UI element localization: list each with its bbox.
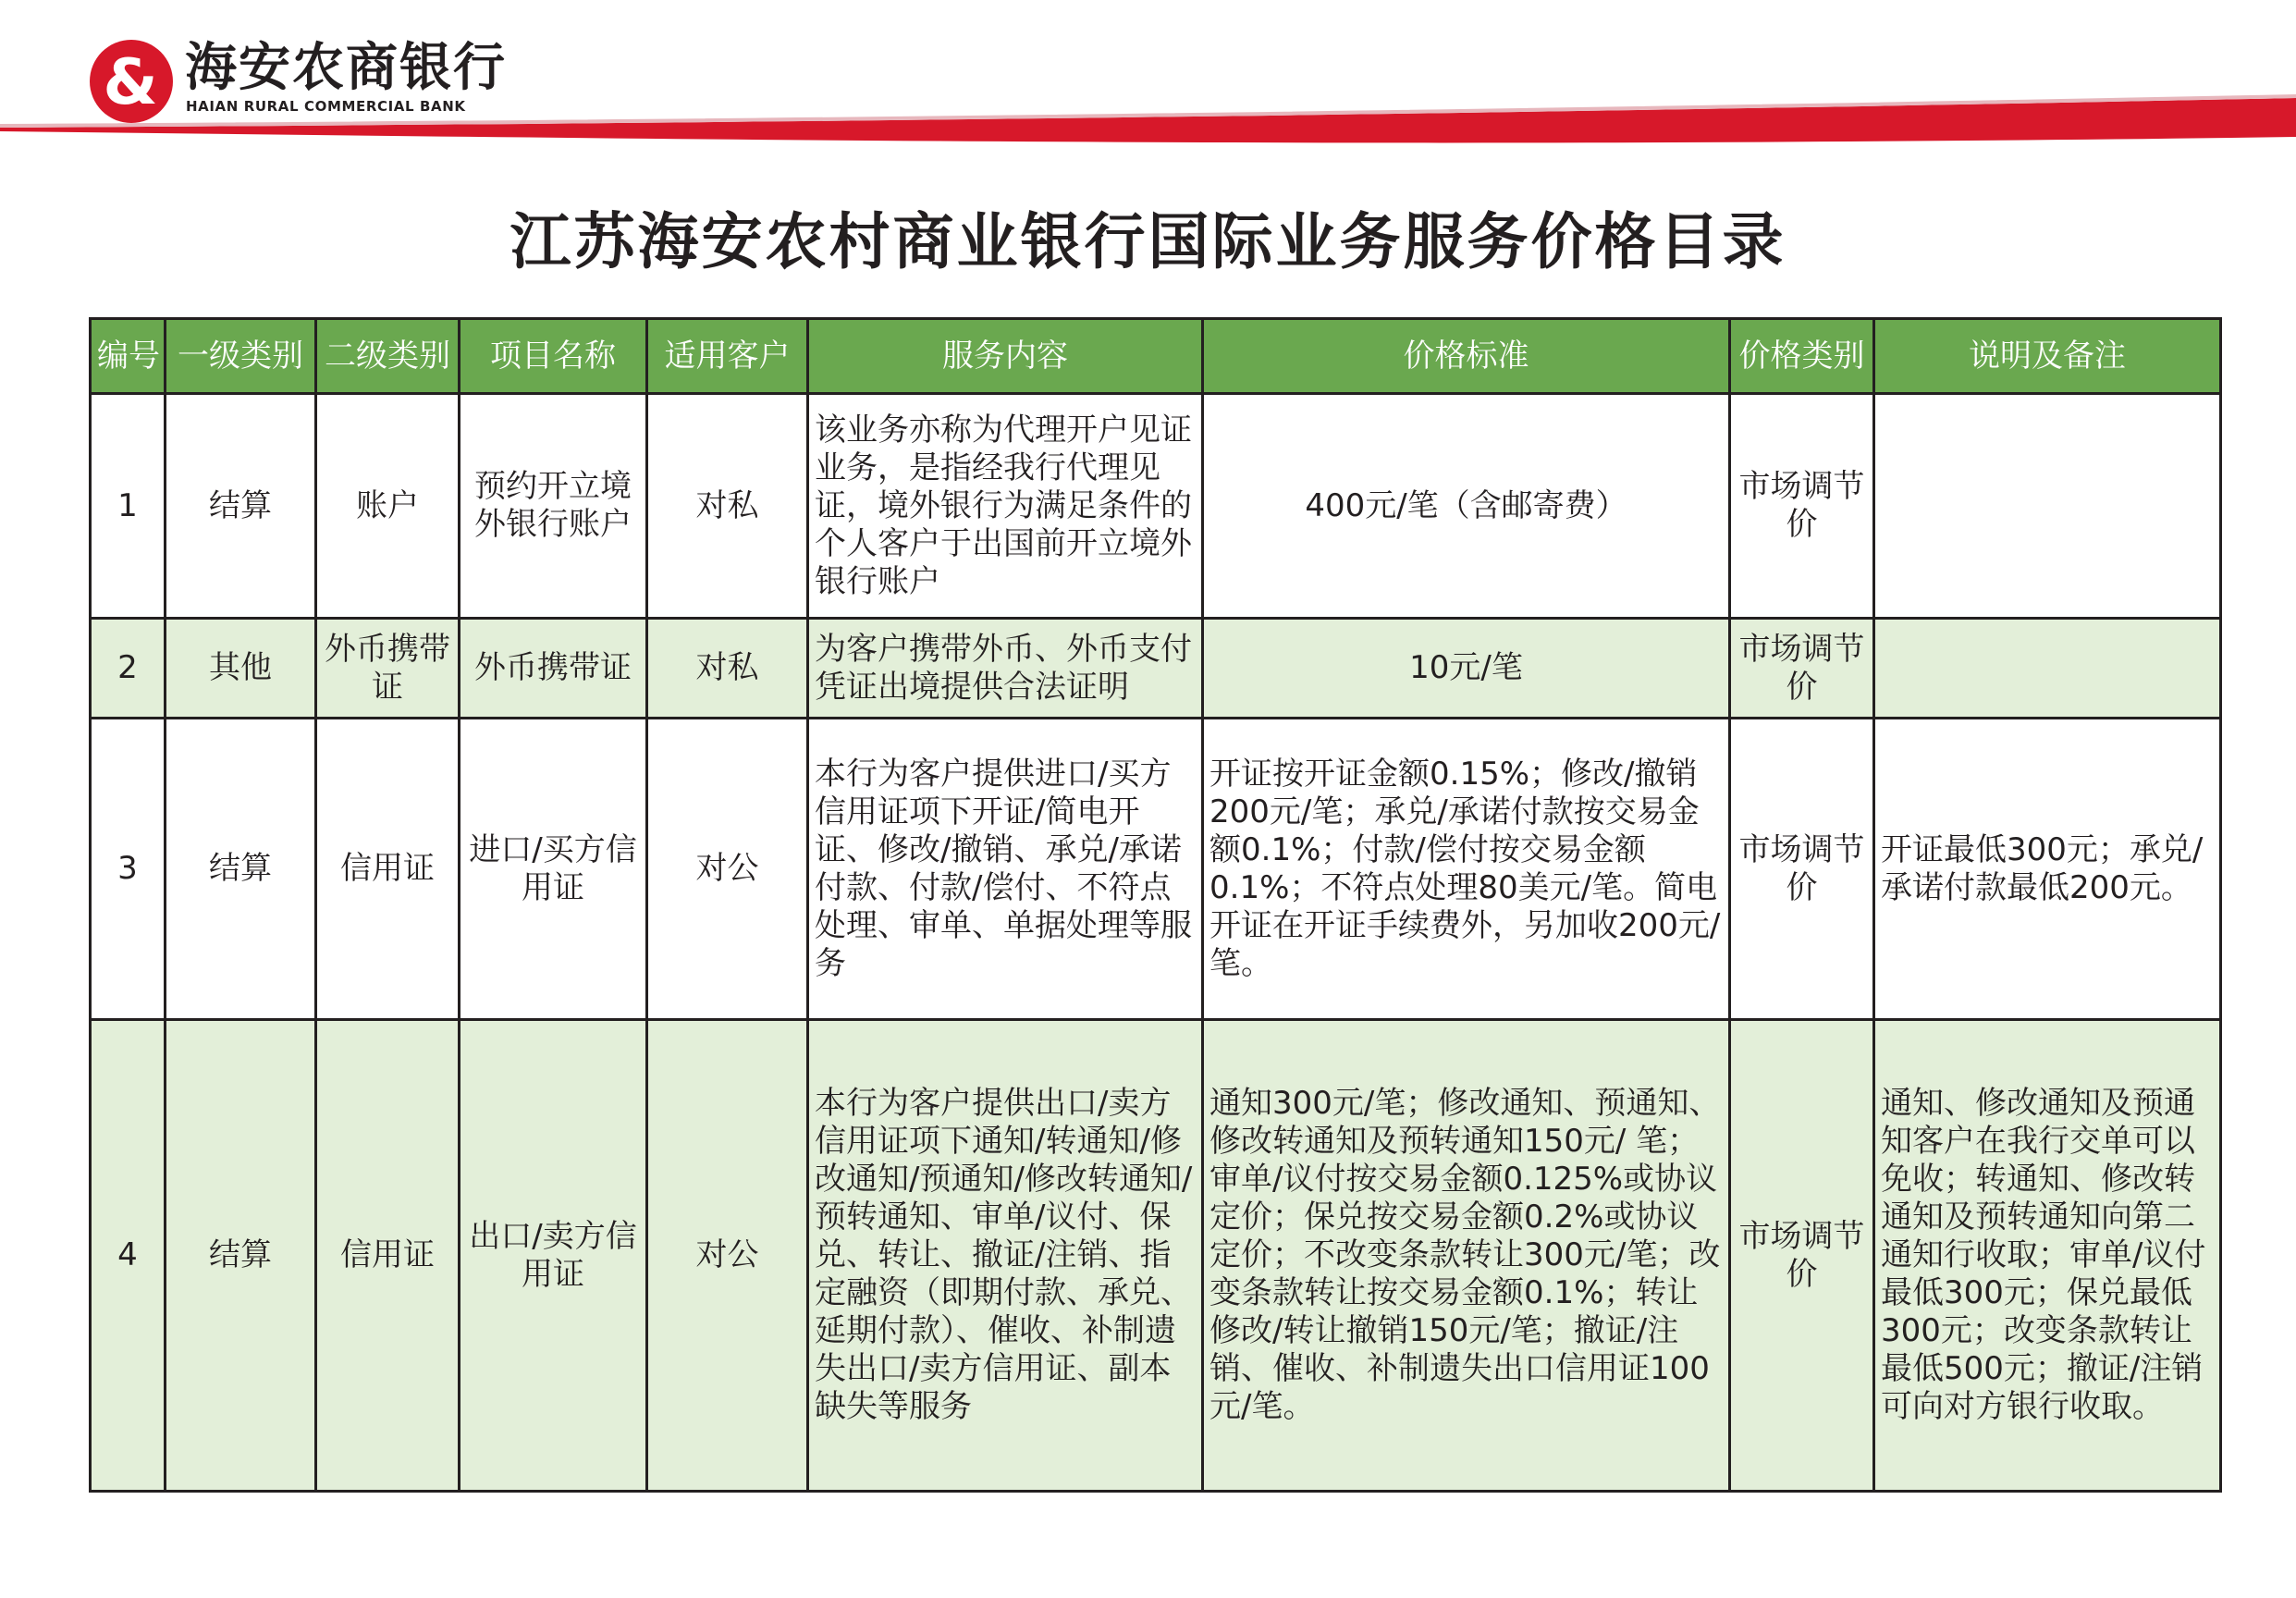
svg-text:&: & (103, 46, 158, 119)
cell-price-standard: 开证按开证金额0.15%；修改/撤销200元/笔；承兑/承诺付款按交易金额0.1%；付款/偿付按交易金额0.1%；不符点处理80美元/笔。简电开证在开证手续费外，另加收200元/笔。 (1203, 719, 1730, 1020)
cell-no: 3 (91, 719, 166, 1020)
cell-service-content: 为客户携带外币、外币支付凭证出境提供合法证明 (808, 619, 1203, 719)
table-row (91, 619, 2221, 719)
cell-customer: 对私 (647, 394, 808, 619)
cell-item-name: 预约开立境外银行账户 (460, 394, 647, 619)
cell-notes (1874, 394, 2221, 619)
header-price-standard: 价格标准 (1203, 319, 1730, 394)
cell-item-name: 出口/卖方信用证 (460, 1020, 647, 1492)
table-row (91, 394, 2221, 619)
cell-notes: 通知、修改通知及预通知客户在我行交单可以免收；转通知、修改转通知及预转通知向第二通知行收取；审单/议付最低300元；保兑最低300元；改变条款转让最低500元；撤证/注销可向对方银行收取。 (1874, 1020, 2221, 1492)
cell-service-content: 本行为客户提供出口/卖方信用证项下通知/转通知/修改通知/预通知/修改转通知/预转通知、审单/议付、保兑、转让、撤证/注销、指定融资（即期付款、承兑、延期付款）、催收、补制遗失出口/卖方信用证、副本缺失等服务 (808, 1020, 1203, 1492)
table-header-row (91, 319, 2221, 394)
header-item-name: 项目名称 (460, 319, 647, 394)
cell-customer: 对公 (647, 719, 808, 1020)
cell-category-1: 结算 (166, 719, 316, 1020)
cell-category-1: 结算 (166, 1020, 316, 1492)
header-category-2: 二级类别 (316, 319, 460, 394)
cell-price-type: 市场调节价 (1730, 619, 1874, 719)
header-price-type: 价格类别 (1730, 319, 1874, 394)
cell-category-2: 外币携带证 (316, 619, 460, 719)
cell-item-name: 进口/买方信用证 (460, 719, 647, 1020)
cell-category-1: 其他 (166, 619, 316, 719)
cell-price-type: 市场调节价 (1730, 1020, 1874, 1492)
header-swoosh (0, 92, 2296, 166)
price-table (89, 317, 2222, 1493)
cell-price-type: 市场调节价 (1730, 719, 1874, 1020)
cell-price-standard: 10元/笔 (1203, 619, 1730, 719)
cell-notes: 开证最低300元；承兑/承诺付款最低200元。 (1874, 719, 2221, 1020)
cell-category-2: 账户 (316, 394, 460, 619)
page-title: 江苏海安农村商业银行国际业务服务价格目录 (510, 206, 1786, 277)
cell-no: 4 (91, 1020, 166, 1492)
brand-name-cn: 海安农商银行 (185, 38, 507, 98)
cell-customer: 对公 (647, 1020, 808, 1492)
cell-no: 1 (91, 394, 166, 619)
cell-category-2: 信用证 (316, 719, 460, 1020)
cell-service-content: 该业务亦称为代理开户见证业务，是指经我行代理见证，境外银行为满足条件的个人客户于出国前开立境外银行账户 (808, 394, 1203, 619)
table-row (91, 1020, 2221, 1492)
header-service-content: 服务内容 (808, 319, 1203, 394)
cell-category-1: 结算 (166, 394, 316, 619)
cell-price-standard: 通知300元/笔；修改通知、预通知、修改转通知及预转通知150元/ 笔；审单/议付按交易金额0.125%或协议定价；保兑按交易金额0.2%或协议定价；不改变条款转让300元/笔；改变条款转让按交易金额0.1%；转让修改/转让撤销150元/笔；撤证/注销、催收、补制遗失出口信用证100元/笔。 (1203, 1020, 1730, 1492)
header-no: 编号 (91, 319, 166, 394)
header-category-1: 一级类别 (166, 319, 316, 394)
cell-no: 2 (91, 619, 166, 719)
cell-customer: 对私 (647, 619, 808, 719)
cell-item-name: 外币携带证 (460, 619, 647, 719)
cell-service-content: 本行为客户提供进口/买方信用证项下开证/简电开证、修改/撤销、承兑/承诺付款、付款/偿付、不符点处理、审单、单据处理等服务 (808, 719, 1203, 1020)
brand-name-en: HAIAN RURAL COMMERCIAL BANK (186, 98, 466, 115)
page-header (0, 0, 2296, 162)
header-notes: 说明及备注 (1874, 319, 2221, 394)
table-row (91, 719, 2221, 1020)
cell-price-standard: 400元/笔（含邮寄费） (1203, 394, 1730, 619)
cell-notes (1874, 619, 2221, 719)
cell-category-2: 信用证 (316, 1020, 460, 1492)
cell-price-type: 市场调节价 (1730, 394, 1874, 619)
header-customer: 适用客户 (647, 319, 808, 394)
